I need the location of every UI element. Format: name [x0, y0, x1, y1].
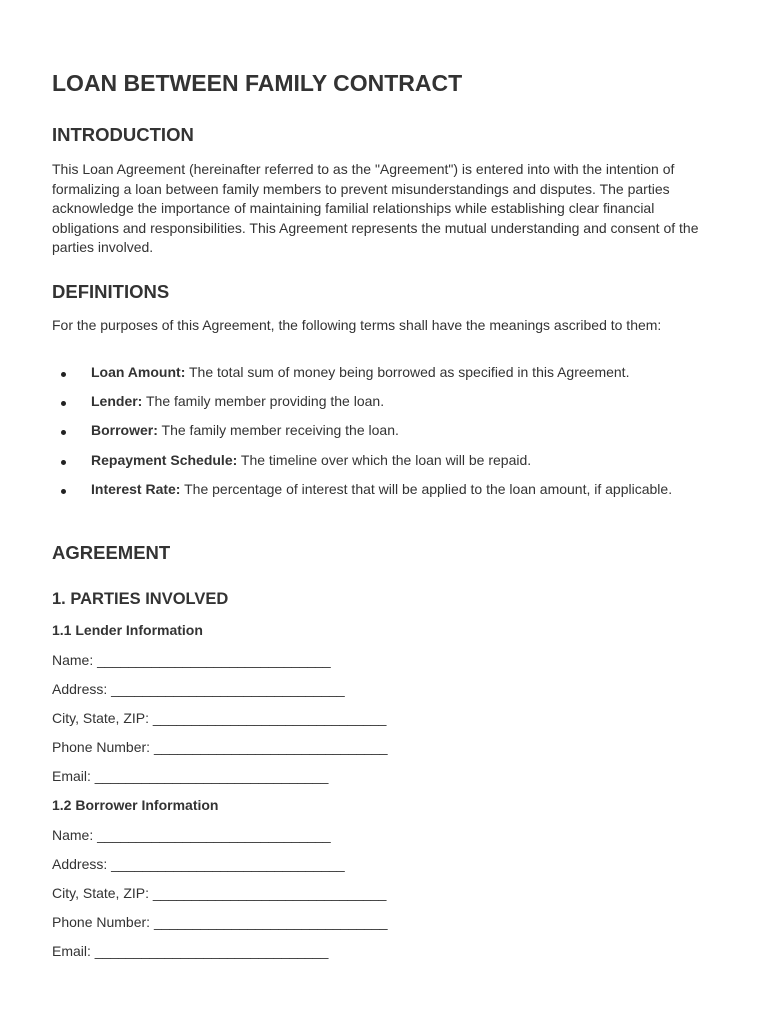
borrower-address-field[interactable]: Address: ______________________________ — [52, 856, 345, 872]
definition-item-repayment-schedule — [52, 451, 702, 471]
definition-term: Interest Rate: — [91, 480, 181, 497]
introduction-paragraph: This Loan Agreement (hereinafter referred to as the "Agreement") is entered into with the intention of formalizing a loan between family members to prevent misunderstandings and disputes. The parties acknowledge the importance of maintaining familial relationships while establishing clear financial obligations and responsibilities. This Agreement represents the mutual understanding and consent of the parties involved. — [52, 161, 699, 256]
introduction-heading: INTRODUCTION — [52, 124, 194, 145]
bullet-icon — [61, 401, 66, 406]
definition-text: The family member providing the loan. — [142, 393, 385, 410]
bullet-icon — [61, 460, 66, 465]
document-title: LOAN BETWEEN FAMILY CONTRACT — [52, 70, 463, 96]
definition-term: Borrower: — [91, 422, 158, 439]
borrower-name-field[interactable]: Name: ______________________________ — [52, 827, 331, 843]
definition-text: The total sum of money being borrowed as specified in this Agreement. — [185, 364, 630, 380]
definition-text: The family member receiving the loan. — [157, 422, 399, 439]
lender-info-heading: 1.1 Lender Information — [52, 622, 203, 638]
lender-name-field[interactable]: Name: ______________________________ — [52, 652, 331, 668]
definition-item-lender — [52, 392, 702, 412]
definition-item-borrower — [52, 421, 702, 441]
lender-email-field[interactable]: Email: ______________________________ — [52, 768, 329, 784]
bullet-icon — [61, 430, 66, 435]
definition-text: The timeline over which the loan will be repaid. — [237, 451, 532, 468]
agreement-heading: AGREEMENT — [52, 542, 171, 563]
definitions-heading: DEFINITIONS — [52, 281, 170, 302]
definitions-list — [52, 363, 702, 509]
parties-involved-heading: 1. PARTIES INVOLVED — [52, 590, 229, 608]
definition-term: Loan Amount: — [91, 364, 186, 380]
borrower-info-heading: 1.2 Borrower Information — [52, 797, 219, 813]
lender-address-field[interactable]: Address: ______________________________ — [52, 681, 345, 697]
bullet-icon — [61, 489, 66, 494]
definition-item-interest-rate — [52, 480, 702, 500]
lender-phone-field[interactable]: Phone Number: ______________________________ — [52, 739, 388, 755]
definition-item-loan-amount — [52, 363, 702, 383]
definitions-intro: For the purposes of this Agreement, the following terms shall have the meanings ascribed to them: — [52, 317, 662, 333]
lender-city-state-zip-field[interactable]: City, State, ZIP: ______________________________ — [52, 710, 387, 726]
borrower-phone-field[interactable]: Phone Number: ______________________________ — [52, 914, 388, 930]
definition-term: Lender: — [91, 393, 143, 410]
borrower-city-state-zip-field[interactable]: City, State, ZIP: ______________________________ — [52, 885, 387, 901]
definition-text: The percentage of interest that will be applied to the loan amount, if applicable. — [180, 480, 673, 497]
definition-term: Repayment Schedule: — [91, 451, 238, 468]
bullet-icon — [61, 372, 66, 377]
borrower-email-field[interactable]: Email: ______________________________ — [52, 943, 329, 959]
